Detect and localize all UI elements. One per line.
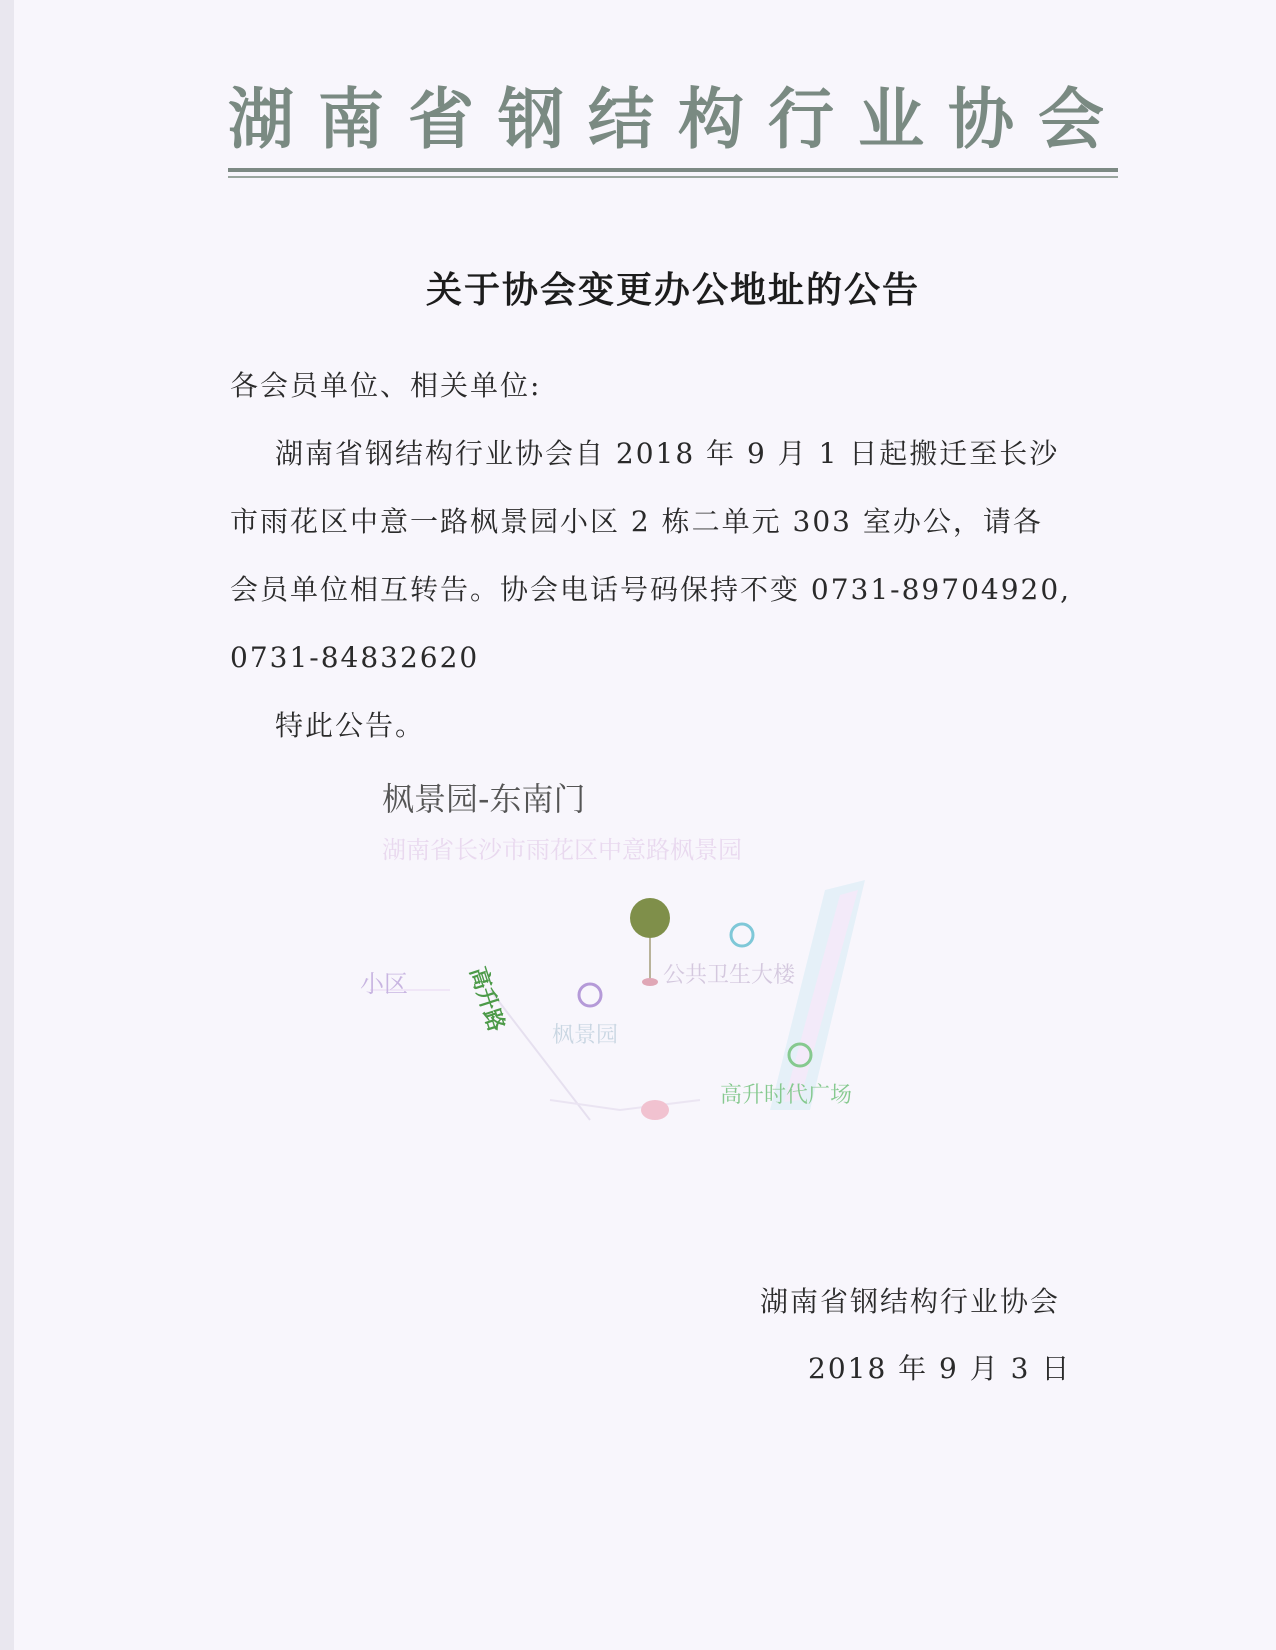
letterhead-rule-thick (228, 168, 1118, 172)
location-map (360, 780, 950, 1190)
map-road-diagonal (490, 990, 590, 1120)
map-address: 湖南省长沙市雨花区中意路枫景园 (382, 836, 742, 864)
map-canvas (360, 780, 950, 1190)
map-label-road: 高升路 (464, 964, 509, 1035)
map-label-public-health: 公共卫生大楼 (663, 963, 796, 988)
map-label-fengjingyuan: 枫景园 (552, 1023, 619, 1048)
poi-fengjingyuan-icon (579, 984, 601, 1006)
map-label-plaza: 高升时代广场 (720, 1083, 853, 1108)
signature-org: 湖南省钢结构行业协会 (760, 1285, 1061, 1318)
notice-title: 关于协会变更办公地址的公告 (425, 270, 920, 311)
map-marker-pink (641, 1100, 669, 1120)
salutation: 各会员单位、相关单位: (230, 369, 542, 402)
map-road-bottom (550, 1100, 700, 1110)
map-pin-head (630, 898, 670, 938)
closing-line: 特此公告。 (275, 709, 426, 742)
paragraph-line-4: 0731-84832620 (230, 641, 480, 674)
map-pin-base (642, 978, 658, 986)
letterhead-org-name: 湖南省钢结构行业协会 (228, 81, 1128, 158)
paragraph-line-2: 市雨花区中意一路枫景园小区 2 栋二单元 303 室办公，请各 (230, 505, 1043, 538)
paragraph-line-3: 会员单位相互转告。协会电话号码保持不变 0731-89704920, (230, 573, 1072, 606)
poi-public-health-icon (731, 924, 753, 946)
map-label-xiaoqu: 小区 (360, 970, 408, 998)
signature-date: 2018 年 9 月 3 日 (808, 1352, 1072, 1385)
paper-edge (0, 0, 14, 1650)
paragraph-line-1: 湖南省钢结构行业协会自 2018 年 9 月 1 日起搬迁至长沙 (275, 437, 1060, 470)
map-place-name: 枫景园-东南门 (382, 780, 586, 818)
letterhead-rule-thin (228, 176, 1118, 178)
